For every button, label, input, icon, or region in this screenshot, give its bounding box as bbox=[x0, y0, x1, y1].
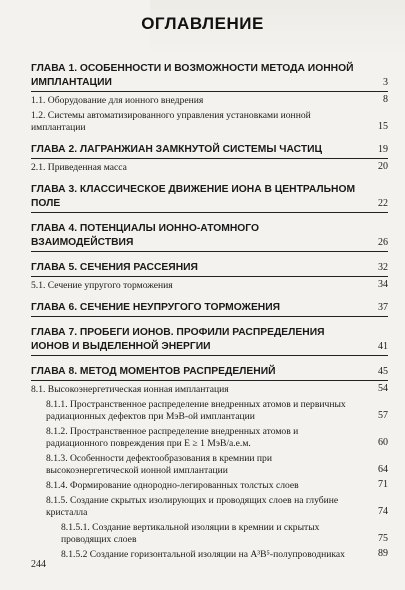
entry-title: 8.1.5.1. Создание вертикальной изоляции в кремнии и скрытых проводящих слоев bbox=[61, 522, 320, 545]
page-number: 8 bbox=[383, 94, 388, 105]
entry-title: 5.1. Сечение упругого торможения bbox=[31, 280, 173, 291]
toc-entry-8-1-4[interactable] bbox=[31, 480, 388, 492]
toc-entry-8-1-3[interactable] bbox=[31, 453, 388, 477]
toc-entry-1-2[interactable] bbox=[31, 110, 388, 134]
entry-title: 8.1.1. Пространственное распределение внедренных атомов и первичных радиационных дефектов при МэВ-ой имплантации bbox=[46, 399, 346, 422]
page-number: 3 bbox=[383, 77, 388, 88]
toc-entry-8-1-5-1[interactable] bbox=[31, 522, 388, 546]
toc-chapter-6[interactable] bbox=[31, 301, 388, 317]
toc-chapter-2[interactable] bbox=[31, 143, 388, 159]
entry-title: 2.1. Приведенная масса bbox=[31, 162, 127, 173]
chapter-title: ГЛАВА 8. МЕТОД МОМЕНТОВ РАСПРЕДЕЛЕНИЙ bbox=[31, 366, 276, 377]
page-number: 54 bbox=[378, 383, 388, 394]
entry-title: 1.2. Системы автоматизированного управления установками ионной имплантации bbox=[31, 110, 311, 133]
toc-chapter-3[interactable] bbox=[31, 183, 388, 213]
page-number: 41 bbox=[378, 341, 388, 352]
folio-page-number: 244 bbox=[31, 559, 46, 570]
toc-entry-8-1-5-2[interactable] bbox=[31, 549, 388, 561]
chapter-title: ГЛАВА 2. ЛАГРАНЖИАН ЗАМКНУТОЙ СИСТЕМЫ ЧАСТИЦ bbox=[31, 144, 323, 155]
chapter-title: ГЛАВА 3. КЛАССИЧЕСКОЕ ДВИЖЕНИЕ ИОНА В ЦЕНТРАЛЬНОМ ПОЛЕ bbox=[31, 184, 356, 209]
page-number: 34 bbox=[378, 279, 388, 290]
entry-title: 8.1.2. Пространственное распределение внедренных атомов и радиационного повреждения при E ≥ 1 МэВ/а.е.м. bbox=[46, 426, 299, 449]
page-number: 45 bbox=[378, 366, 388, 377]
entry-title: 1.1. Оборудование для ионного внедрения bbox=[31, 95, 204, 106]
page-number: 26 bbox=[378, 237, 388, 248]
table-of-contents bbox=[31, 62, 388, 561]
page-number: 37 bbox=[378, 302, 388, 313]
toc-entry-8-1-5[interactable] bbox=[31, 495, 388, 519]
entry-title: 8.1.5.2 Создание горизонтальной изоляции на A³B⁵-полупроводниках bbox=[61, 549, 345, 560]
page-number: 15 bbox=[378, 121, 388, 132]
toc-entry-2-1[interactable] bbox=[31, 162, 388, 174]
page-number: 74 bbox=[378, 506, 388, 517]
page-number: 57 bbox=[378, 410, 388, 421]
page-number: 19 bbox=[378, 144, 388, 155]
toc-chapter-7[interactable] bbox=[31, 326, 388, 356]
page-number: 71 bbox=[378, 479, 388, 490]
chapter-title: ГЛАВА 4. ПОТЕНЦИАЛЫ ИОННО-АТОМНОГО ВЗАИМОДЕЙСТВИЯ bbox=[31, 223, 259, 248]
toc-chapter-4[interactable] bbox=[31, 222, 388, 252]
toc-entry-8-1-1[interactable] bbox=[31, 399, 388, 423]
page-number: 64 bbox=[378, 464, 388, 475]
toc-entry-8-1[interactable] bbox=[31, 384, 388, 396]
toc-entry-1-1[interactable] bbox=[31, 95, 388, 107]
page-number: 22 bbox=[378, 198, 388, 209]
page-title: ОГЛАВЛЕНИЕ bbox=[141, 14, 264, 33]
entry-title: 8.1. Высокоэнергетическая ионная имплантация bbox=[31, 384, 229, 395]
page-number: 32 bbox=[378, 262, 388, 273]
page-number: 75 bbox=[378, 533, 388, 544]
toc-entry-5-1[interactable] bbox=[31, 280, 388, 292]
chapter-title: ГЛАВА 5. СЕЧЕНИЯ РАССЕЯНИЯ bbox=[31, 262, 198, 273]
chapter-title: ГЛАВА 6. СЕЧЕНИЕ НЕУПРУГОГО ТОРМОЖЕНИЯ bbox=[31, 302, 281, 313]
chapter-title: ГЛАВА 1. ОСОБЕННОСТИ И ВОЗМОЖНОСТИ МЕТОДА ИОННОЙ ИМПЛАНТАЦИИ bbox=[31, 63, 354, 88]
entry-title: 8.1.5. Создание скрытых изолирующих и проводящих слоев на глубине кристалла bbox=[46, 495, 339, 518]
entry-title: 8.1.4. Формирование однородно-легированных толстых слоев bbox=[46, 480, 299, 491]
page-number: 60 bbox=[378, 437, 388, 448]
chapter-title: ГЛАВА 7. ПРОБЕГИ ИОНОВ. ПРОФИЛИ РАСПРЕДЕЛЕНИЯ ИОНОВ И ВЫДЕЛЕННОЙ ЭНЕРГИИ bbox=[31, 327, 325, 352]
toc-chapter-5[interactable] bbox=[31, 261, 388, 277]
toc-chapter-8[interactable] bbox=[31, 365, 388, 381]
toc-entry-8-1-2[interactable] bbox=[31, 426, 388, 450]
entry-title: 8.1.3. Особенности дефектообразования в кремнии при высокоэнергетической ионной имплантации bbox=[46, 453, 272, 476]
toc-chapter-1[interactable] bbox=[31, 62, 388, 92]
page-number: 89 bbox=[378, 548, 388, 559]
page-number: 20 bbox=[378, 161, 388, 172]
